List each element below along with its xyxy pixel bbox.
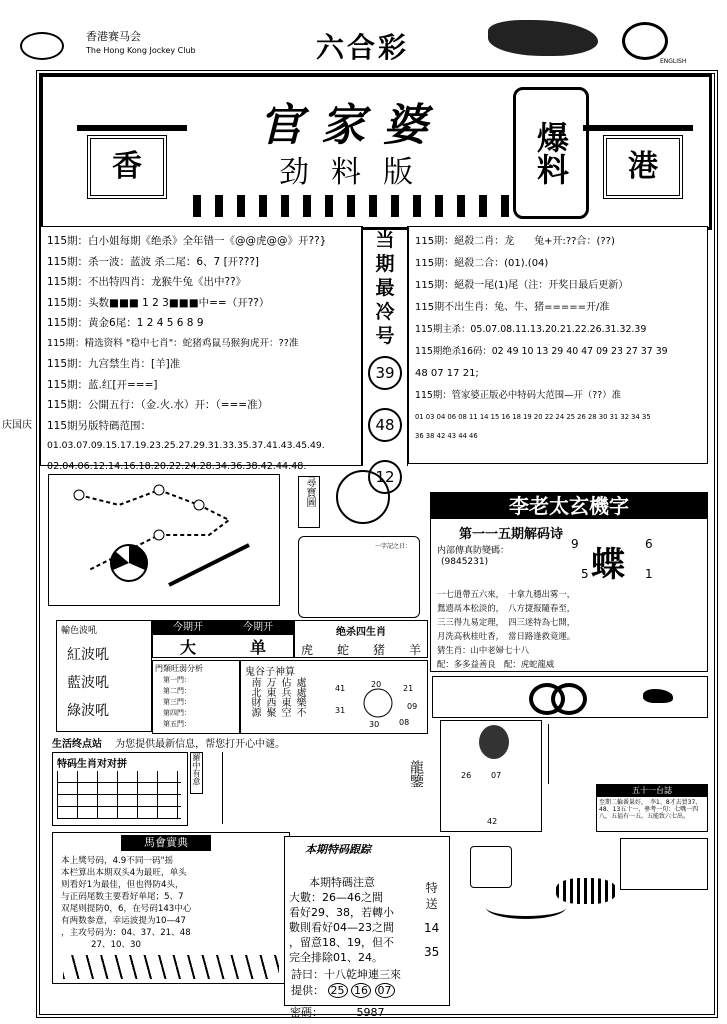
right-list-item: 115期：絕殺二合：(01).(04): [415, 258, 549, 269]
tracking-side: 送: [425, 897, 438, 911]
gems-line: 27、10、30: [91, 940, 141, 950]
gems-box: [52, 832, 290, 984]
riddle-title: 第一一五期解码诗: [459, 527, 564, 542]
lady-number: 42: [487, 817, 498, 826]
longkeng-label: 龍鑒: [408, 760, 424, 788]
left-list-item: 115期：杀一波：蓝波 杀二尾：6、7 [开???]: [47, 255, 259, 268]
right-badge: 港: [603, 135, 683, 199]
clock-num: 08: [399, 718, 410, 727]
horse-icon: [643, 689, 673, 703]
lady-side-text: [548, 724, 699, 784]
riddle-poem-line: 一七逍帶五六來， 十拿九穩出雾一，: [437, 589, 576, 599]
wave-box-title: 輸色波吼: [61, 626, 98, 636]
left-list-item: 115期：九宫禁生肖：[羊]准: [47, 358, 181, 370]
banner: [40, 74, 712, 230]
left-list-item: 02.04.06.12.14.16.18.20.22.24.28.34.36.38.42.44.48.: [47, 460, 307, 472]
tracking-side: 特: [425, 881, 438, 895]
gems-line: 本上獎号码，4.9不同一码"摇: [61, 856, 174, 866]
tracking-side: 35: [424, 945, 440, 959]
jockey-club-logo-icon: [20, 32, 64, 60]
pill-box: [596, 784, 708, 832]
tracking-line: 完全排除01、24。: [289, 951, 383, 964]
scroll-box: [298, 536, 420, 618]
riddle-header: 李老太玄機字: [431, 493, 707, 519]
grass-decoration-icon: [63, 955, 279, 979]
clock-num: 20: [371, 680, 382, 689]
fruit-dish-icon: [486, 896, 566, 919]
header-bar: [20, 18, 710, 74]
gems-line: ，主攻号码为：04、37、21、48: [61, 928, 191, 938]
riddle-digit: 9: [571, 537, 579, 551]
door-row: 第三門：: [163, 698, 191, 706]
cold-number-column: [362, 226, 408, 486]
clock-dial: [333, 677, 423, 729]
door-row: 第五門：: [163, 720, 191, 728]
lady-number: 26: [461, 771, 472, 780]
lady-number: 07: [491, 771, 502, 780]
org-name-en: The Hong Kong Jockey Club: [86, 46, 196, 55]
clock-num: 09: [407, 702, 418, 711]
horse-silhouette-icon: [488, 20, 598, 56]
cold-label-char: 最: [375, 277, 395, 299]
riddle-author: 内部傳真防變碼：: [437, 546, 510, 556]
clock-num: 41: [335, 684, 346, 693]
pill-text: 至期二輪番巢好， 李1、8才去買37、48、13五十一，參考一句：七嘴一四八，五福有一五。五能致六七出。: [599, 799, 702, 820]
jinqi-value: 单: [249, 638, 266, 657]
pair-title: 特码生肖对对拼: [57, 759, 127, 770]
riddle-line: 配：多多益善良 配：虎蛇龍威: [437, 659, 555, 669]
left-list-item: 115期：黄金6尾：1 2 4 5 6 8 9: [47, 317, 204, 329]
riddle-box: [430, 492, 708, 672]
riddle-line: 猜生肖：山中老婦七十八: [437, 645, 530, 655]
code-label: 密碼：: [290, 1006, 323, 1019]
mid-text-block: [222, 752, 423, 824]
cold-number: 39: [368, 356, 402, 390]
door-box-title: 門類旺弱分析: [155, 664, 203, 673]
left-list-item: 115期另版特碼范围：: [47, 419, 152, 432]
wave-row: 藍波吼: [67, 675, 109, 691]
clock-num: 21: [403, 684, 414, 693]
clock-num: 31: [335, 706, 346, 715]
left-list-item: 01.03.07.09.15.17.19.23.25.27.29.31.33.35.37.41.43.45.49.: [47, 440, 325, 451]
tracking-line: ，留意18、19，但不: [289, 936, 394, 949]
banner-title: 官家婆: [259, 100, 445, 151]
riddle-digit: 6: [645, 537, 653, 551]
pair-box: [52, 752, 188, 826]
life-notice: [52, 732, 428, 750]
wave-row: 綠波吼: [67, 703, 109, 719]
left-list-item: 115期：头数■■■ 1 2 3■■■中==（开??）: [47, 296, 270, 309]
gems-line: 则看好1为最佳，但也得防4头，: [61, 880, 184, 890]
four-zodiac-box: [294, 620, 428, 658]
door-row: 第一門：: [163, 676, 191, 684]
ghost-line: 万東西聚: [264, 677, 275, 717]
left-list-box: [40, 226, 362, 472]
door-row: 第二門：: [163, 687, 191, 695]
jinqi-box: [152, 620, 294, 658]
cold-label-char: 期: [375, 253, 395, 275]
ring-icon: [551, 683, 587, 715]
life-notice-text: 为您提供最新信息，帮您打开心中谜。: [115, 739, 286, 750]
scroll-label: 一字記之日：: [375, 543, 412, 550]
right-list-item: 48 07 17 21;: [415, 368, 479, 379]
ghost-title: 鬼谷子神算: [245, 667, 295, 678]
pill-title: 五十一台誌: [597, 785, 707, 797]
wave-row: 紅波吼: [67, 647, 109, 663]
right-list-item: 115期：管家婆正版必中特码大范围—开（??）准: [415, 390, 621, 401]
english-link[interactable]: ENGLISH: [660, 58, 687, 65]
four-zodiac-item: 蛇: [336, 643, 349, 657]
riddle-poem-line: 月洗高秋桂吐香， 當日路逢救竟運。: [437, 631, 576, 641]
tracking-line: 大數：26—46之間: [289, 891, 383, 904]
tracking-title: 本期特码跟踪: [305, 843, 371, 856]
left-list-item: 115期：精选资料 "稳中七肖"：蛇猪鸡鼠马猴狗虎开：??准: [47, 337, 299, 349]
provide-num: 16: [351, 983, 371, 998]
org-name-cn: 香港赛马会: [86, 30, 141, 43]
four-zodiac-title: 绝杀四生肖: [336, 627, 386, 638]
life-notice-label: 生活终点站: [52, 739, 102, 750]
left-pavilion-icon: [77, 109, 187, 131]
tracking-line: 看好29、38，若轉小: [289, 906, 394, 919]
right-list-item: 115期：絕殺一尾(1)尾（注：开奖日最后更新）: [415, 280, 629, 291]
right-list-box: [408, 226, 708, 464]
burst-badge: 爆料: [513, 87, 589, 219]
treasure-map-drawing: [49, 475, 279, 605]
right-list-item: 115期绝杀16码：02 49 10 13 29 40 47 09 23 27 37 39: [415, 346, 668, 357]
left-list-item: 115期：公開五行：（金.火.水）开：（===准）: [47, 399, 269, 411]
side-label: 庆国庆: [2, 420, 32, 431]
banner-subtitle: 劲料版: [279, 155, 435, 190]
clock-num: 30: [369, 720, 380, 729]
riddle-big-char: 蝶: [591, 545, 625, 585]
right-pavilion-icon: [583, 109, 693, 131]
tracking-line: 本期特碼注意: [309, 876, 375, 889]
left-badge: 香: [87, 135, 167, 199]
flame-row-icon: [193, 195, 519, 217]
tracking-line: 數則看好04—23之間: [289, 921, 394, 934]
gems-title: 馬會實典: [121, 835, 211, 851]
door-box: [152, 660, 240, 734]
cold-label-char: 当: [375, 229, 395, 251]
poem-label: 詩曰：: [291, 968, 324, 981]
gems-line: 有两数参意，幸运波提为10—47: [61, 916, 186, 926]
left-list-item: 115期：不出特四肖：龙猴牛兔《出中??》: [47, 276, 247, 288]
right-list-item: 01 03 04 06 08 11 14 15 16 18 19 20 22 24 25 26 28 30 31 32 34 35: [415, 413, 651, 421]
lottery-logo-icon: [622, 22, 668, 60]
provide-num: 07: [375, 983, 395, 998]
ghost-line: 處處樂不: [294, 677, 305, 717]
right-list-item: 115期不出生肖：兔、牛、猪=====开/准: [415, 302, 610, 313]
rings-banner: [432, 676, 708, 718]
ghost-line: 南北財源: [249, 677, 260, 717]
pair-grid: [57, 771, 181, 819]
riddle-poem-line: 鴛遗鬲本松淡的， 八方捷报隨春至，: [437, 603, 576, 613]
cold-number: 12: [368, 460, 402, 494]
lady-photo: [440, 720, 542, 832]
right-list-item: 115期主杀：05.07.08.11.13.20.21.22.26.31.32.39: [415, 324, 647, 335]
cold-number: 48: [368, 408, 402, 442]
lottery-title: 六合彩: [316, 31, 410, 64]
cold-label-char: 号: [375, 325, 395, 347]
four-zodiac-item: 虎: [301, 643, 314, 657]
jinqi-label: 今期开: [223, 621, 293, 635]
door-row: 第四門：: [163, 709, 191, 717]
riddle-code: (9845231): [441, 557, 489, 567]
left-list-item: 115期：蓝.红[开===]: [47, 378, 158, 391]
cold-label-char: 冷: [375, 301, 395, 323]
gems-line: 本栏算出本期双头4为最旺，单头: [61, 868, 187, 878]
right-list-item: 36 38 42 43 44 46: [415, 432, 478, 440]
lamp-icon: [470, 846, 512, 888]
pig-mascot-icon: [336, 470, 390, 524]
four-zodiac-item: 羊: [408, 643, 421, 657]
jinqi-value: 大: [179, 638, 196, 657]
treasure-label: 尋寶圖: [298, 476, 320, 528]
jinqi-label: 今期开: [153, 621, 223, 635]
riddle-digit: 5: [581, 567, 589, 581]
treasure-map: [48, 474, 280, 606]
ghost-box: [240, 660, 428, 734]
four-zodiac-item: 猪: [372, 643, 385, 657]
wave-box: [56, 620, 152, 732]
lady-head-icon: [479, 725, 509, 759]
left-list-item: 115期：白小姐每期《绝杀》全年错一《@@虎@@》开??}: [47, 235, 327, 247]
gems-line: 双尾则提防0，6，在号码143中心: [61, 904, 192, 914]
code-value: 5987: [356, 1006, 385, 1019]
tracking-side: 14: [424, 921, 440, 935]
riddle-poem-line: 三三得九易定理， 四三迷特為七開，: [437, 617, 576, 627]
right-list-item: 115期：絕殺二肖：龙 兔+开:??合：(??): [415, 236, 615, 247]
gems-line: 与正码尾数主要看好单尾；5、7: [61, 892, 184, 902]
provide-label: 提供：: [291, 984, 324, 997]
ghost-line: 佔兵東空: [279, 677, 290, 717]
riddle-digit: 1: [645, 567, 653, 581]
provide-num: 25: [328, 983, 348, 998]
hand-sketch-icon: [620, 838, 708, 890]
poem-text: 十八乾坤連三來: [324, 968, 401, 981]
pair-tag: 羅中有意: [190, 752, 203, 794]
